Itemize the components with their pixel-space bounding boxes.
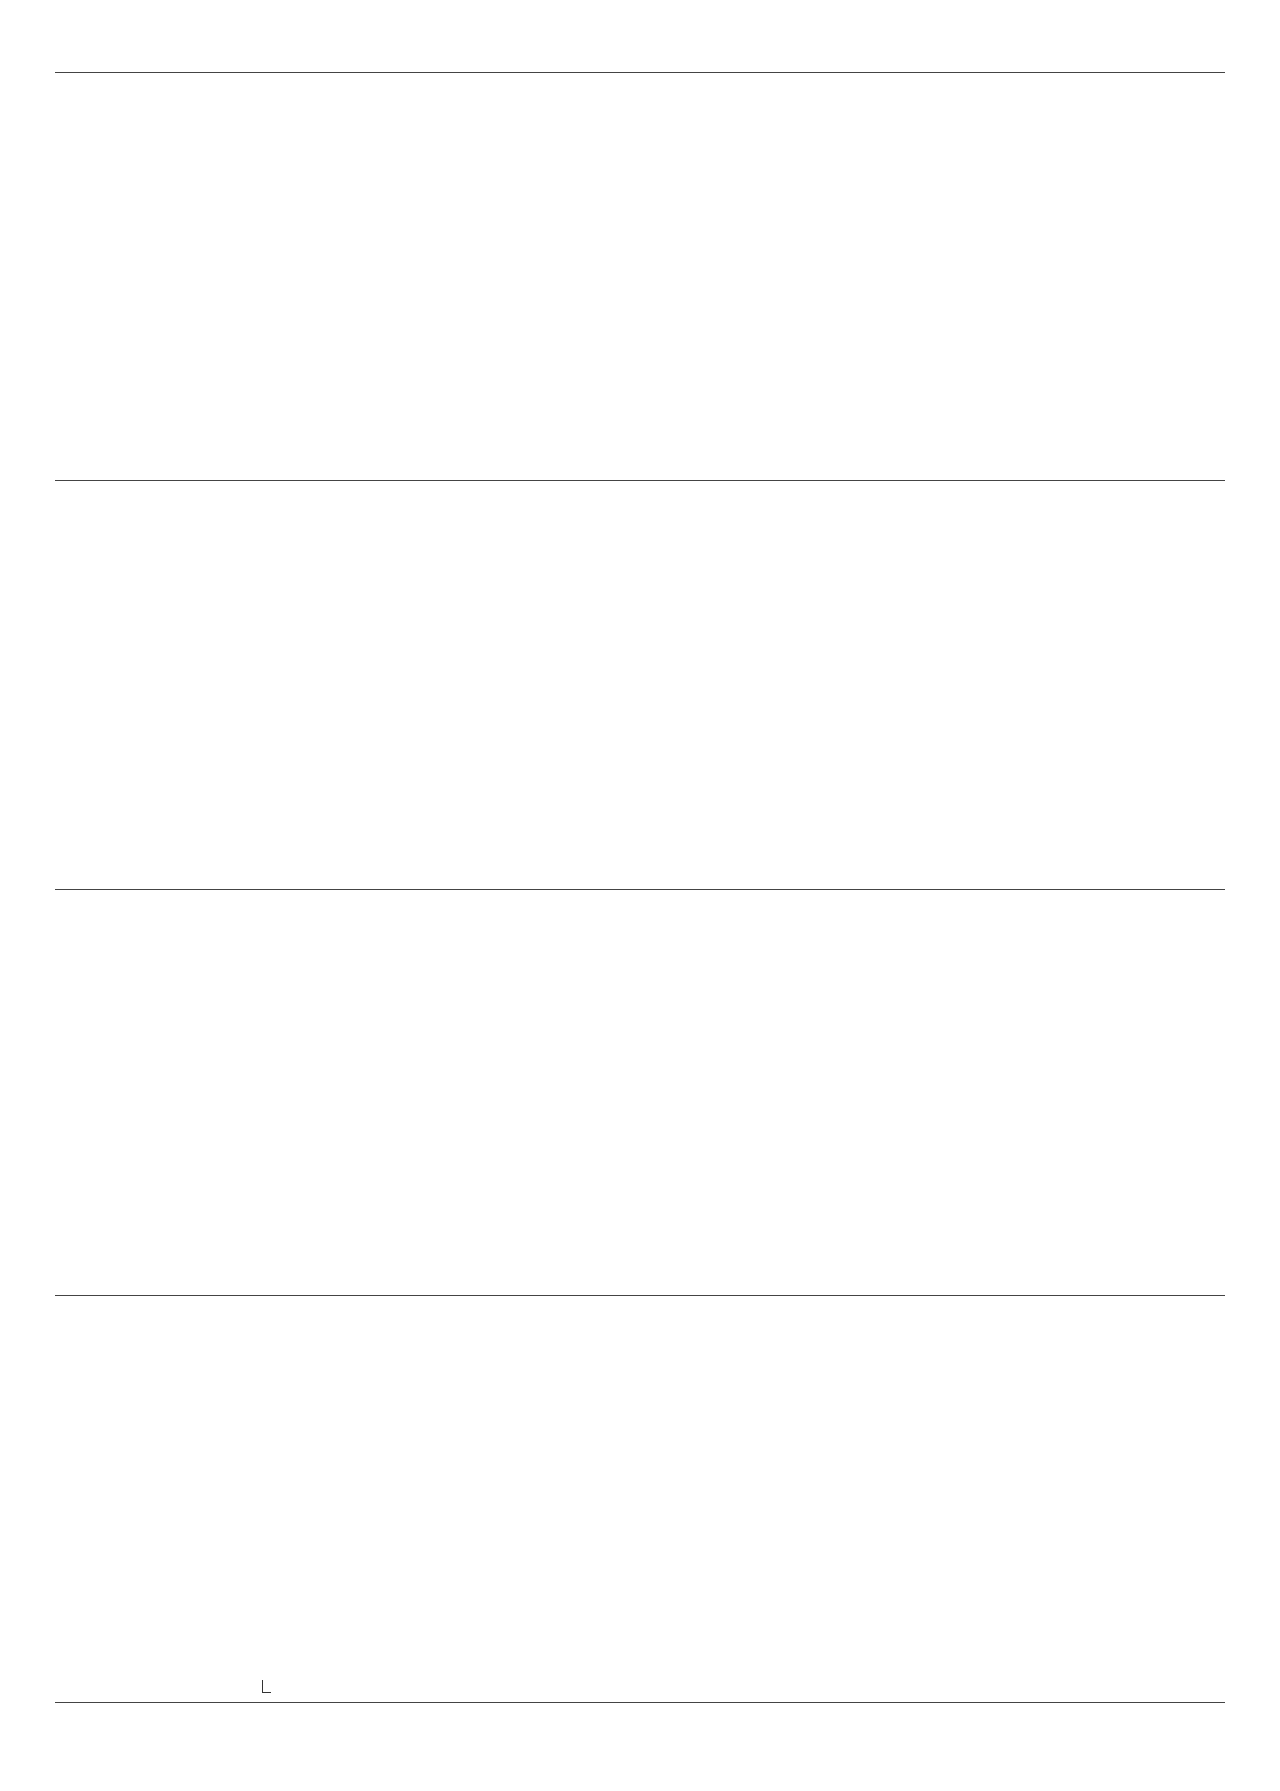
- section-divider-1: [55, 480, 1225, 481]
- top-rule: [55, 72, 1225, 73]
- text-panel-4: [75, 1310, 1205, 1695]
- bottom-rule: [55, 1702, 1225, 1703]
- text-column: [1160, 90, 1179, 470]
- section-divider-2: [55, 889, 1225, 890]
- corner-mark: [262, 1680, 271, 1693]
- text-panel-3: [75, 912, 1205, 1292]
- text-panel-1: [75, 90, 1205, 470]
- section-divider-3: [55, 1295, 1225, 1296]
- text-panel-2: [75, 505, 1205, 885]
